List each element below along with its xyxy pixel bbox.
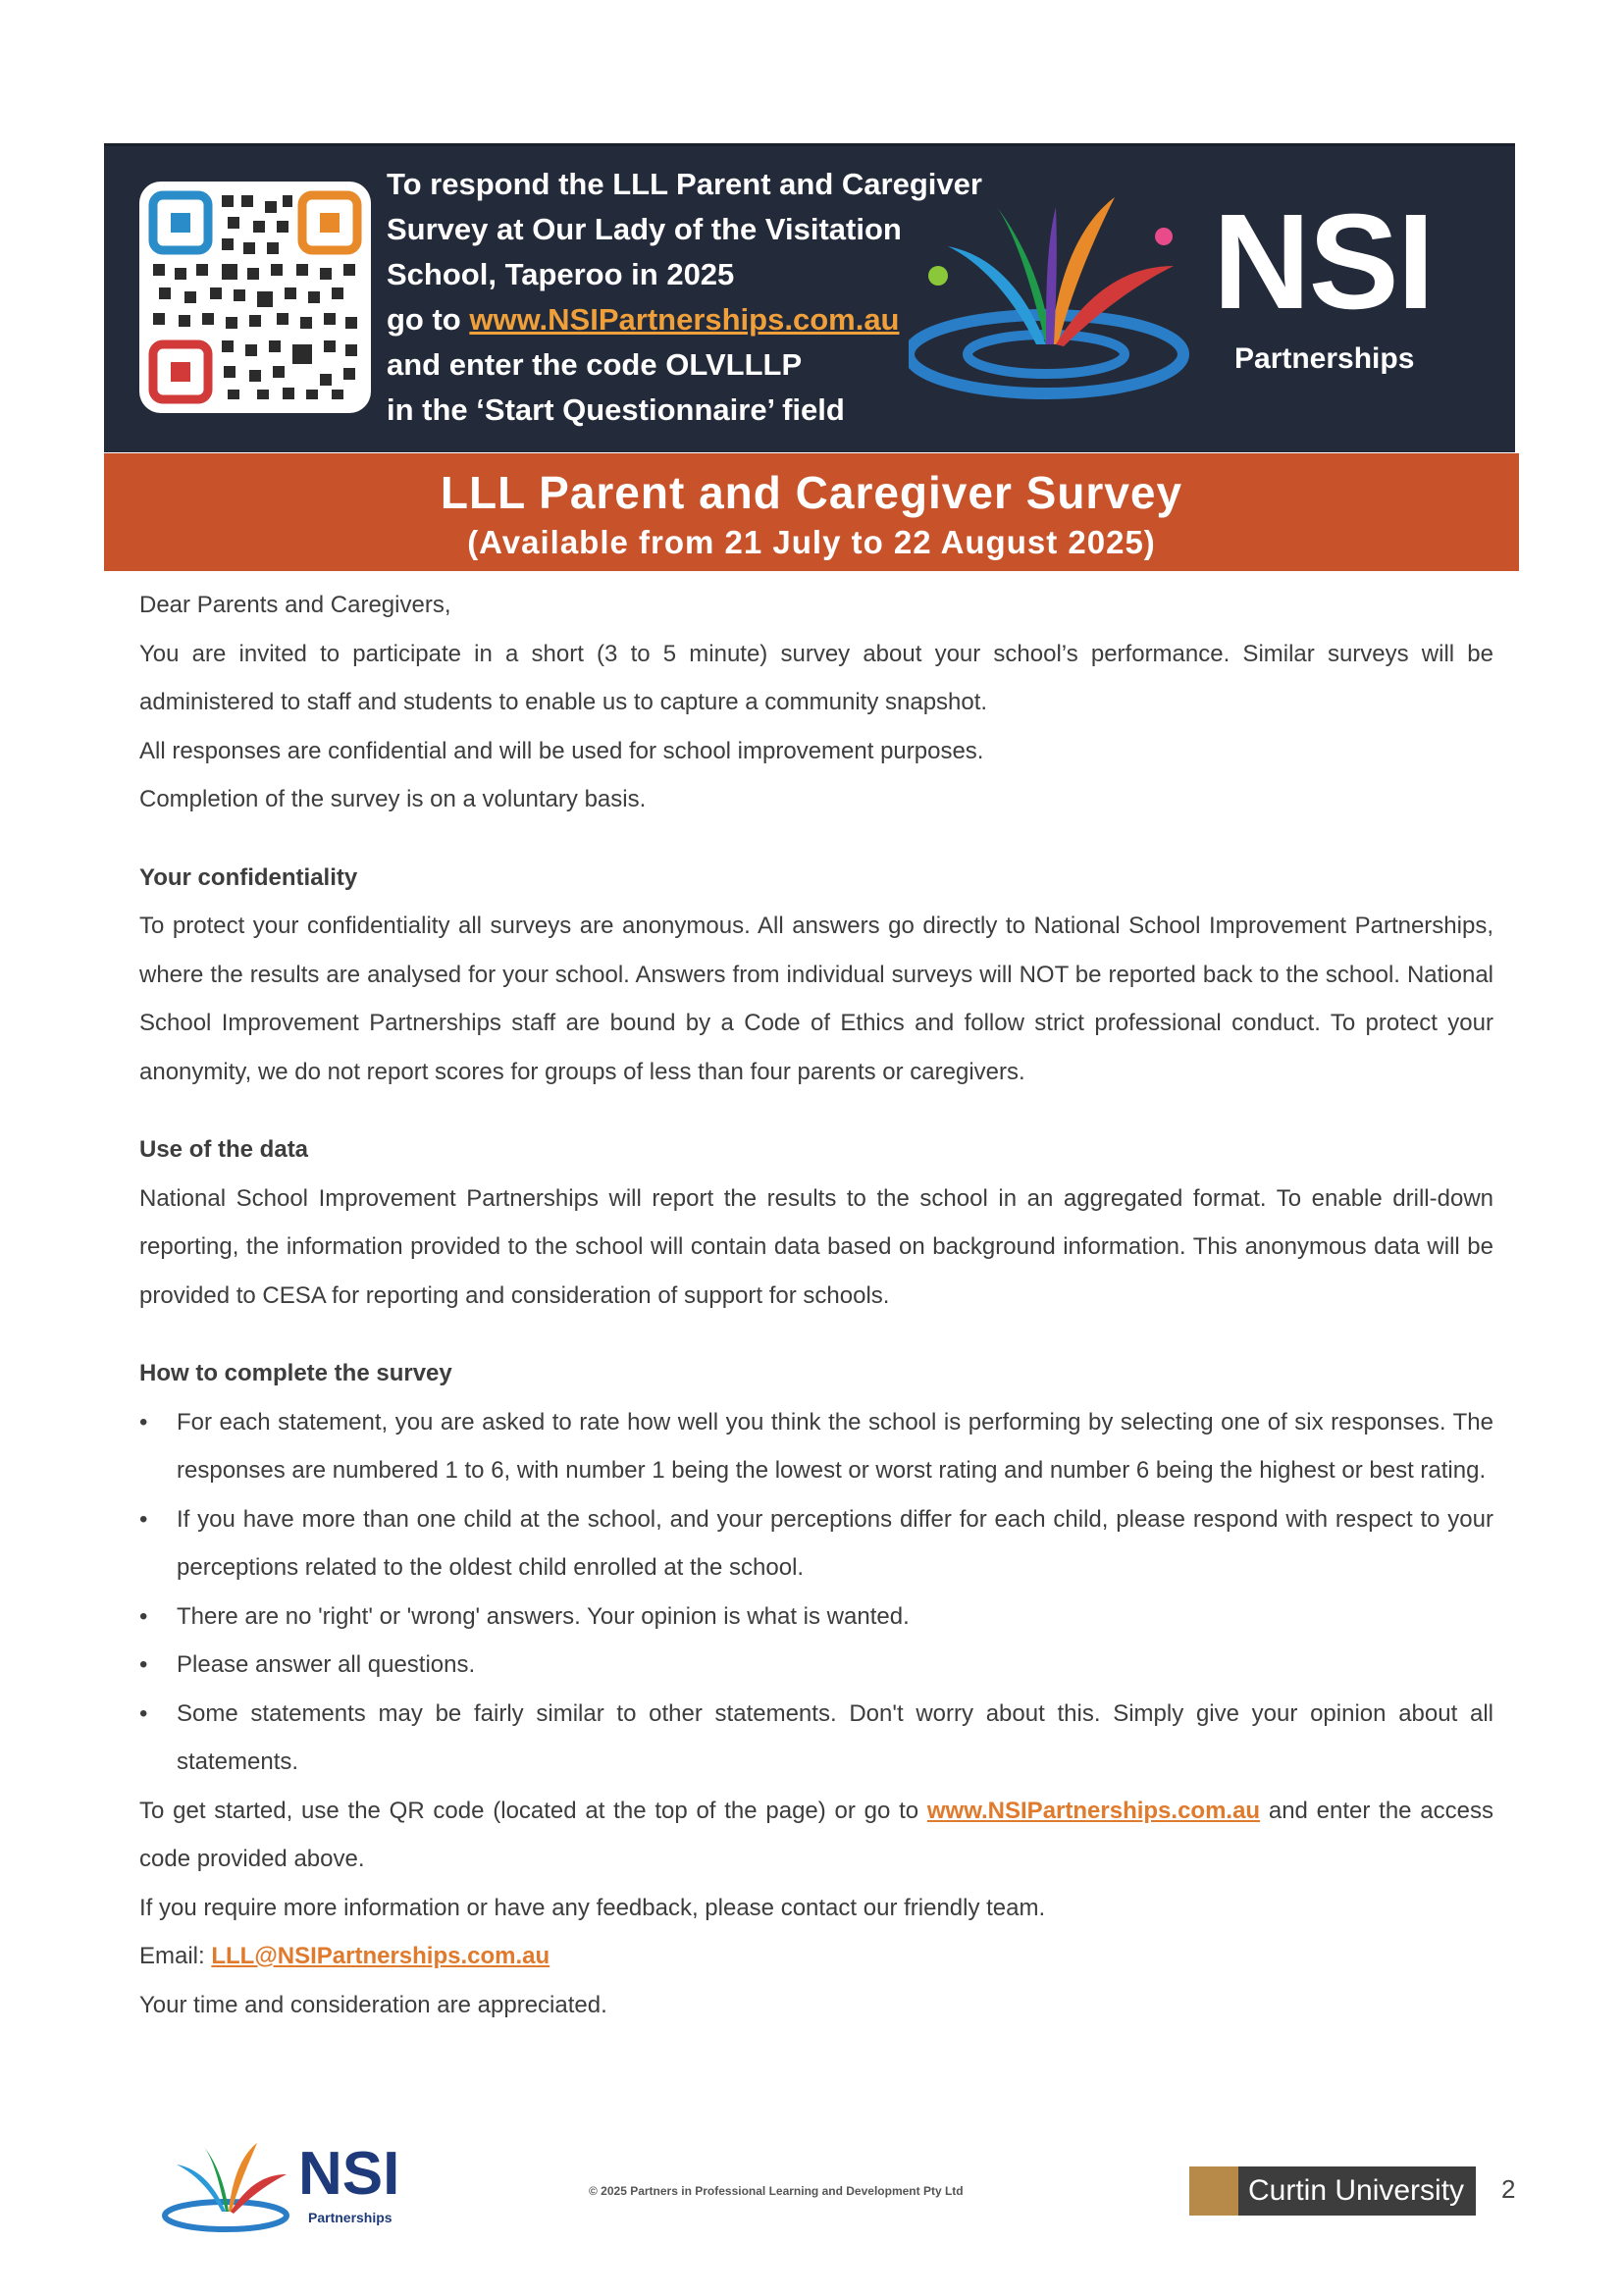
page-footer <box>0 2139 1623 2237</box>
survey-title: LLL Parent and Caregiver Survey <box>440 467 1183 518</box>
banner-line-5: and enter the code OLVLLLP <box>387 347 803 382</box>
get-started-paragraph <box>139 1787 1493 1884</box>
get-started-prefix: To get started, use the QR code (located at the top of the page) or go to <box>139 1797 927 1824</box>
footer-splash-icon <box>161 2139 298 2233</box>
list-item: • For each statement, you are asked to rate how well you think the school is performing by selecting one of six responses. The responses are numbered 1 to 6, with number 1 being the lowest or worst rating and number 6 being the highest or best rating. <box>177 1398 1493 1495</box>
banner-line-6: in the ‘Start Questionnaire’ field <box>387 392 845 427</box>
nsi-logo-text: NSI <box>1213 186 1434 338</box>
splash-logo-icon <box>909 187 1203 403</box>
greeting: Dear Parents and Caregivers, <box>139 592 451 618</box>
curtin-crest-icon <box>1189 2166 1238 2216</box>
list-item: • Some statements may be fairly similar to other statements. Don't worry about this. Simply give your opinion about all statements. <box>177 1690 1493 1787</box>
qr-code[interactable] <box>139 182 371 413</box>
data-use-text: National School Improvement Partnerships will report the results to the school in an aggregated format. To enable drill-down reporting, the information provided to the school will contain data based on background information. This anonymous data will be provided to CESA for reporting and consideration of support for schools. <box>139 1184 1493 1309</box>
list-item: • If you have more than one child at the school, and your perceptions differ for each child, please respond with respect to your perceptions related to the oldest child enrolled at the school. <box>177 1495 1493 1592</box>
page-number: 2 <box>1501 2174 1516 2204</box>
contact-paragraph: If you require more information or have any feedback, please contact our friendly team. <box>139 1894 1046 1921</box>
list-item: • Please answer all questions. <box>177 1641 1493 1690</box>
email-label: Email: <box>139 1943 212 1969</box>
intro-paragraph: You are invited to participate in a short (3 to 5 minute) survey about your school’s performance. Similar surveys will be administered to staff and students to enable us to capture a community snapshot. <box>139 640 1493 715</box>
website-link[interactable]: www.NSIPartnerships.com.au <box>926 1797 1261 1824</box>
banner-line-2: Survey at Our Lady of the Visitation <box>387 212 902 246</box>
banner-website-link[interactable]: www.NSIPartnerships.com.au <box>469 302 900 337</box>
nsi-logo-subtitle: Partnerships <box>1234 342 1415 375</box>
email-line <box>139 1932 1493 1981</box>
thanks-line: Your time and consideration are appreciated. <box>139 1991 607 2018</box>
survey-title-band <box>104 453 1519 571</box>
footer-nsi-subtitle: Partnerships <box>308 2210 393 2225</box>
banner-line-3: School, Taperoo in 2025 <box>387 257 735 291</box>
curtin-university-logo <box>1189 2166 1476 2216</box>
list-item: • There are no 'right' or 'wrong' answers. Your opinion is what is wanted. <box>177 1592 1493 1642</box>
banner-line-1: To respond the LLL Parent and Caregiver <box>387 167 982 201</box>
footer-nsi-text: NSI <box>298 2140 400 2208</box>
footer-nsi-logo <box>161 2139 406 2233</box>
letter-body <box>139 581 1493 2029</box>
howto-list <box>139 1398 1493 1787</box>
survey-banner <box>104 143 1515 452</box>
banner-go-to: go to <box>387 302 470 337</box>
curtin-university-name: Curtin University <box>1248 2174 1465 2207</box>
confidentiality-heading: Your confidentiality <box>139 863 358 891</box>
data-use-heading: Use of the data <box>139 1136 309 1163</box>
confidentiality-text: To protect your confidentiality all surveys are anonymous. All answers go directly to National School Improvement Partnerships, where the results are analysed for your school. Answers from individual surveys will NOT be reported back to the school. National School Improvement Partnerships staff are bound by a Code of Ethics and follow strict professional conduct. To protect your anonymity, we do not report scores for groups of less than four parents or caregivers. <box>139 913 1493 1085</box>
howto-heading: How to complete the survey <box>139 1360 452 1386</box>
copyright: © 2025 Partners in Professional Learning and Development Pty Ltd <box>589 2184 964 2198</box>
get-started-suffix: and enter the access code provided above. <box>139 1797 1493 1872</box>
voluntary-statement: Completion of the survey is on a voluntary basis. <box>139 786 647 812</box>
email-link[interactable]: LLL@NSIPartnerships.com.au <box>211 1943 550 1969</box>
confidential-statement: All responses are confidential and will be used for school improvement purposes. <box>139 737 984 764</box>
survey-availability: (Available from 21 July to 22 August 2025) <box>467 524 1156 560</box>
